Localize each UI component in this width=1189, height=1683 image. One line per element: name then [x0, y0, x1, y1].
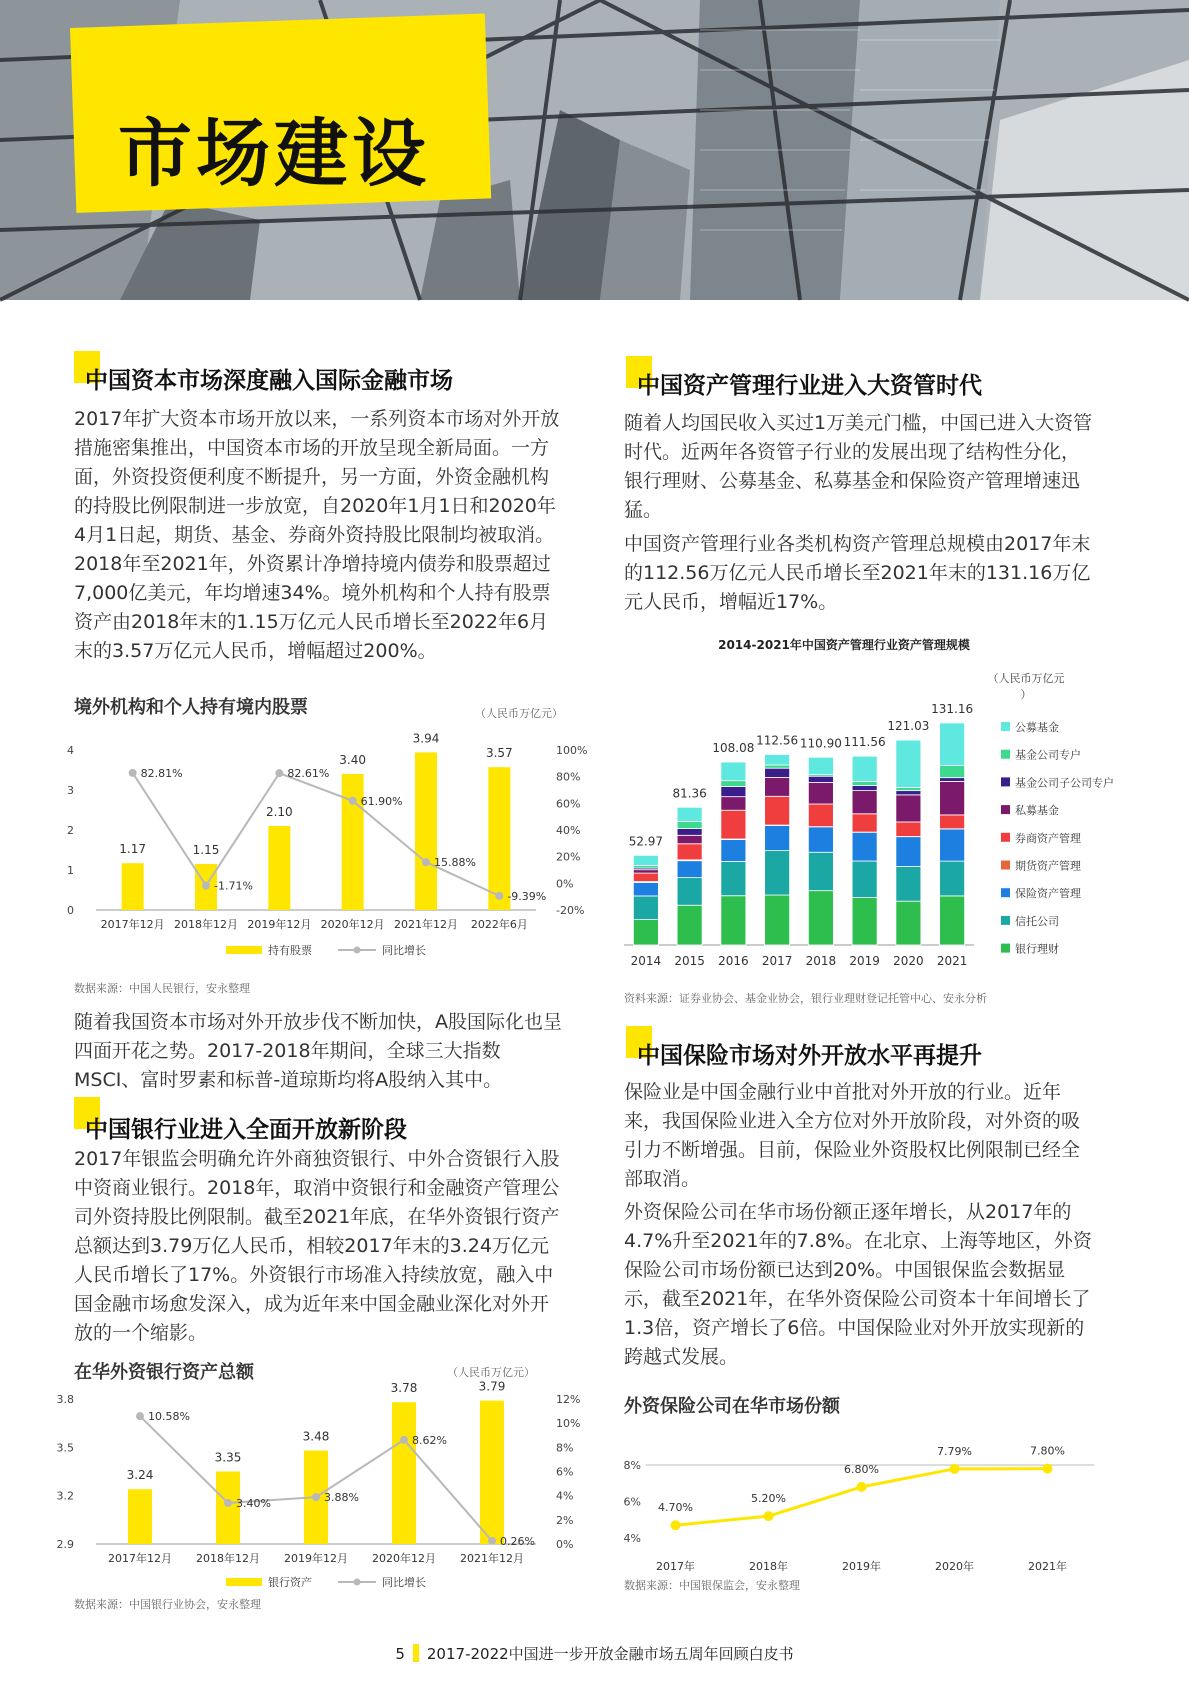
legend-swatch — [1001, 805, 1010, 814]
stack-segment — [765, 851, 790, 895]
stack-segment — [808, 782, 833, 803]
legend-label: 同比增长 — [382, 944, 426, 957]
stack-segment — [808, 804, 833, 827]
y-tick-label: 6% — [623, 1495, 641, 1509]
banks-chart-source: 数据来源：中国银行业协会，安永整理 — [74, 1598, 261, 1611]
x-tick-label: 2019年12月 — [247, 918, 312, 931]
stack-segment — [765, 768, 790, 777]
y-tick-label: 8% — [623, 1459, 641, 1472]
stack-segment — [721, 810, 746, 839]
stack-segment — [808, 776, 833, 782]
bar — [415, 752, 437, 910]
growth-point — [224, 1499, 232, 1507]
x-tick-label: 2021年12月 — [460, 1552, 524, 1565]
stack-segment — [852, 791, 877, 814]
stack-segment — [940, 896, 965, 945]
y-tick-label: 3 — [67, 784, 74, 797]
growth-label: 8.62% — [412, 1433, 447, 1447]
bar-value-label: 3.57 — [485, 746, 513, 761]
y2-tick-label: 40% — [556, 824, 581, 837]
growth-point — [312, 1493, 320, 1501]
insurance-chart-title: 外资保险公司在华市场份额 — [624, 1396, 840, 1417]
total-label: 52.97 — [628, 834, 664, 849]
capital-market-paragraph-2: 随着我国资本市场对外开放步伐不断加快，A股国际化也呈四面开花之势。2017-2018年期间，全球三大指数MSCI、富时罗素和标普-道琼斯均将A股纳入其中。 — [74, 1011, 562, 1091]
stack-segment — [896, 837, 921, 867]
legend-label: 持有股票 — [268, 944, 312, 957]
total-label: 112.56 — [756, 733, 799, 748]
section-heading-capital-market: 中国资本市场深度融入国际金融市场 — [85, 368, 453, 394]
legend-label: 基金公司专户 — [1015, 748, 1081, 762]
stack-segment — [721, 862, 746, 896]
y2-tick-label: 12% — [556, 1393, 581, 1406]
asset-management-paragraph-2: 中国资产管理行业各类机构资产管理总规模由2017年末的112.56万亿元人民币增长至2021年末的131.16万亿元人民币，增幅近17%。 — [624, 533, 1091, 613]
growth-label: 10.58% — [148, 1410, 190, 1424]
stack-segment — [896, 740, 921, 787]
stack-segment — [940, 766, 965, 778]
x-tick-label: 2018年 — [749, 1560, 788, 1573]
stack-segment — [940, 829, 965, 861]
stack-segment — [852, 898, 877, 945]
share-point — [950, 1464, 960, 1474]
banks-chart — [56, 1379, 586, 1595]
growth-point — [202, 882, 210, 890]
growth-label: 3.88% — [324, 1491, 359, 1505]
stack-segment — [896, 791, 921, 795]
y2-tick-label: 10% — [556, 1417, 581, 1431]
stack-segment — [677, 829, 702, 836]
stack-segment — [852, 832, 877, 861]
x-tick-label: 2020年 — [935, 1560, 974, 1573]
total-label: 108.08 — [712, 741, 755, 756]
legend-swatch — [1001, 916, 1010, 925]
legend-swatch — [1001, 777, 1010, 786]
stack-segment — [765, 825, 790, 850]
legend-label: 基金公司子公司专户 — [1015, 776, 1114, 790]
legend-swatch-bar — [226, 1578, 262, 1586]
legend-swatch-bar — [226, 946, 262, 954]
legend-label: 银行理财 — [1015, 942, 1059, 956]
asset-management-paragraph-1: 随着人均国民收入买过1万美元门槛，中国已进入大资管时代。近两年各资管子行业的发展出现了结构性分化，银行理财、公募基金、私募基金和保险资产管理增速迅猛。 — [624, 412, 1093, 521]
y2-tick-label: 0% — [556, 1538, 574, 1551]
stack-segment — [896, 901, 921, 945]
stocks-chart-unit: （人民币万亿元） — [475, 707, 563, 720]
x-tick-label: 2015 — [674, 954, 705, 968]
stack-segment — [896, 822, 921, 837]
x-tick-label: 2021 — [936, 954, 968, 968]
bar-value-label: 1.15 — [192, 843, 220, 857]
x-tick-label: 2017 — [761, 954, 793, 968]
stack-segment — [721, 797, 746, 811]
y-tick-label: 0 — [67, 904, 74, 917]
footer-page-number: 5 — [395, 1645, 405, 1663]
stack-segment — [765, 895, 790, 945]
growth-label: 15.88% — [434, 856, 476, 870]
stack-segment — [677, 821, 702, 828]
stack-segment — [940, 815, 965, 829]
bar — [128, 1489, 152, 1544]
stack-segment — [808, 852, 833, 890]
stack-segment — [633, 920, 658, 945]
legend-swatch — [1001, 722, 1010, 731]
x-tick-label: 2020年12月 — [320, 918, 385, 931]
bar-value-label: 3.35 — [214, 1450, 242, 1465]
legend-swatch — [1001, 888, 1010, 897]
y2-tick-label: 80% — [556, 770, 581, 784]
bar — [480, 1401, 504, 1544]
x-tick-label: 2020年12月 — [372, 1552, 436, 1565]
banks-chart-unit: （人民币万亿元） — [447, 1366, 535, 1379]
footer-divider — [413, 1644, 419, 1662]
legend-label: 银行资产 — [268, 1576, 312, 1589]
legend-label: 公募基金 — [1015, 721, 1059, 734]
chart-unit: （人民币万亿元 — [987, 672, 1065, 685]
growth-label: -9.39% — [507, 889, 547, 903]
growth-point — [275, 769, 283, 777]
section-heading-asset-management: 中国资产管理行业进入大资管时代 — [637, 373, 982, 399]
share-label: 5.20% — [751, 1492, 786, 1506]
stack-segment — [940, 723, 965, 766]
footer-title: 2017-2022中国进一步开放金融市场五周年回顾白皮书 — [426, 1645, 794, 1663]
y2-tick-label: 8% — [556, 1441, 574, 1455]
stocks-chart — [66, 728, 586, 960]
share-label: 4.70% — [658, 1501, 693, 1515]
growth-label: -1.71% — [214, 879, 253, 893]
bar-value-label: 3.94 — [412, 731, 440, 746]
stack-segment — [940, 778, 965, 782]
banking-paragraph: 2017年银监会明确允许外商独资银行、中外合资银行入股中资商业银行。2018年，取消中资银行和金融资产管理公司外资持股比例限制。截至2021年底，在华外资银行资产总额达到3.79万亿人民币，相较2017年末的3.24万亿元人民币增长了17%。外资银行市场准入持续放宽，融入中国金融市场愈发深入，成为近年来中国金融业深化对外开放的一个缩影。 — [74, 1148, 560, 1344]
y2-tick-label: 100% — [556, 744, 588, 757]
bar-value-label: 1.17 — [119, 842, 147, 857]
stack-segment — [852, 781, 877, 785]
total-label: 121.03 — [887, 719, 930, 734]
total-label: 111.56 — [843, 735, 886, 750]
legend-label: 同比增长 — [382, 1576, 426, 1589]
chart-unit-cont: ） — [1020, 688, 1032, 701]
share-point — [671, 1520, 681, 1530]
total-label: 131.16 — [931, 701, 974, 716]
legend-swatch — [1001, 833, 1010, 842]
x-tick-label: 2021年 — [1028, 1560, 1067, 1573]
x-tick-label: 2019年12月 — [284, 1552, 348, 1565]
stack-segment — [677, 835, 702, 843]
insurance-paragraph-2: 外资保险公司在华市场份额正逐年增长，从2017年的4.7%升至2021年的7.8%。在北京、上海等地区，外资保险公司市场份额已达到20%。中国银保监会数据显示，截至2021年，在华外资保险公司资本十年间增长了1.3倍，资产增长了6倍。中国保险业对外开放实现新的跨越式发展。 — [624, 1201, 1092, 1368]
page-footer — [0, 1643, 1189, 1664]
stack-segment — [721, 840, 746, 862]
x-tick-label: 2014 — [630, 954, 662, 968]
growth-point — [422, 858, 430, 866]
stack-segment — [677, 861, 702, 878]
stack-segment — [896, 866, 921, 901]
legend-swatch-point — [354, 947, 361, 954]
bar-value-label: 3.78 — [390, 1381, 418, 1396]
stack-segment — [677, 905, 702, 945]
banks-chart-title: 在华外资银行资产总额 — [74, 1362, 254, 1383]
stack-segment — [940, 861, 965, 896]
bar-value-label: 3.79 — [478, 1379, 506, 1394]
growth-label: 82.81% — [140, 766, 183, 780]
x-tick-label: 2019年 — [842, 1560, 881, 1573]
legend-label: 券商资产管理 — [1015, 831, 1081, 845]
growth-point — [349, 797, 357, 805]
stack-segment — [633, 873, 658, 881]
bar-value-label: 3.24 — [126, 1468, 154, 1483]
share-point — [764, 1511, 774, 1521]
bar — [392, 1402, 416, 1544]
x-tick-label: 2018 — [805, 954, 837, 968]
stack-segment — [677, 844, 702, 860]
stack-segment — [765, 777, 790, 796]
x-tick-label: 2018年12月 — [174, 918, 238, 931]
stack-segment — [765, 765, 790, 768]
bar-value-label: 3.48 — [302, 1429, 330, 1444]
stack-segment — [765, 796, 790, 825]
legend-label: 信托公司 — [1015, 914, 1059, 928]
share-line — [676, 1469, 1048, 1526]
legend-swatch — [1001, 861, 1010, 870]
legend-swatch — [1001, 750, 1010, 759]
stack-segment — [677, 807, 702, 821]
growth-point — [400, 1436, 408, 1444]
stack-segment — [940, 781, 965, 815]
total-label: 81.36 — [672, 786, 707, 801]
x-tick-label: 2017年 — [656, 1560, 695, 1573]
asset-chart-source: 资料来源：证券业协会、基金业协会，银行业理财登记托管中心、安永分析 — [624, 992, 987, 1005]
stocks-chart-title: 境外机构和个人持有境内股票 — [74, 697, 308, 718]
y-tick-label: 3.8 — [56, 1393, 74, 1406]
share-label: 7.79% — [937, 1444, 972, 1458]
section-heading-insurance: 中国保险市场对外开放水平再提升 — [637, 1043, 982, 1069]
growth-label: 82.61% — [287, 767, 330, 781]
growth-label: 3.40% — [236, 1496, 271, 1510]
bar — [122, 863, 144, 910]
y-tick-label: 4% — [623, 1532, 641, 1545]
share-point — [1043, 1464, 1053, 1474]
x-tick-label: 2017年12月 — [108, 1552, 172, 1565]
x-tick-label: 2018年12月 — [196, 1552, 260, 1565]
growth-label: 61.90% — [360, 794, 403, 808]
y-tick-label: 2.9 — [56, 1538, 74, 1551]
y2-tick-label: 6% — [556, 1465, 574, 1479]
x-tick-label: 2017年12月 — [100, 918, 165, 931]
legend-swatch-point — [354, 1579, 361, 1586]
stack-segment — [633, 855, 658, 865]
insurance-paragraph-1: 保险业是中国金融行业中首批对外开放的行业。近年来，我国保险业进入全方位对外开放阶段，对外资的吸引力不断增强。目前，保险业外资股权比例限制已经全部取消。 — [624, 1081, 1081, 1190]
stack-segment — [633, 882, 658, 896]
growth-point — [488, 1537, 496, 1545]
insurance-chart — [623, 1420, 1104, 1573]
stocks-chart-source: 数据来源：中国人民银行，安永整理 — [74, 982, 250, 995]
x-tick-label: 2020 — [893, 954, 924, 968]
y-tick-label: 4 — [67, 744, 74, 757]
section-heading-banking: 中国银行业进入全面开放新阶段 — [85, 1117, 407, 1143]
legend-label: 私募基金 — [1015, 804, 1059, 818]
share-label: 7.80% — [1030, 1444, 1065, 1458]
growth-point — [495, 892, 503, 900]
y-tick-label: 2 — [67, 824, 74, 837]
stack-segment — [808, 757, 833, 774]
stack-segment — [633, 870, 658, 873]
y2-tick-label: 20% — [556, 850, 581, 864]
insurance-chart-source: 数据来源：中国银保监会，安永整理 — [624, 1579, 800, 1592]
y2-tick-label: 60% — [556, 797, 581, 811]
y2-tick-label: -20% — [556, 904, 585, 917]
bar-value-label: 3.40 — [339, 753, 367, 767]
growth-point — [136, 1412, 144, 1420]
stack-segment — [721, 781, 746, 787]
share-label: 6.80% — [844, 1462, 879, 1476]
stack-segment — [721, 896, 746, 945]
y2-tick-label: 0% — [556, 877, 574, 891]
stack-segment — [852, 861, 877, 898]
bar-value-label: 2.10 — [265, 805, 293, 819]
stack-segment — [852, 756, 877, 781]
stack-segment — [765, 754, 790, 764]
x-tick-label: 2021年12月 — [394, 918, 458, 931]
stack-segment — [896, 788, 921, 791]
page-title: 市场建设 — [118, 111, 430, 197]
y-tick-label: 1 — [67, 864, 74, 877]
y-tick-label: 3.5 — [56, 1441, 74, 1455]
legend-label: 期货资产管理 — [1015, 859, 1081, 873]
stack-segment — [896, 795, 921, 822]
asset-management-chart — [624, 668, 1124, 978]
total-label: 110.90 — [799, 736, 842, 751]
stack-segment — [852, 786, 877, 791]
y2-tick-label: 2% — [556, 1513, 574, 1527]
x-tick-label: 2019 — [849, 954, 880, 968]
stack-segment — [721, 762, 746, 781]
stack-segment — [633, 896, 658, 920]
stack-segment — [808, 891, 833, 945]
x-tick-label: 2022年6月 — [470, 918, 528, 931]
legend-label: 保险资产管理 — [1015, 887, 1081, 901]
stack-segment — [721, 787, 746, 797]
y2-tick-label: 4% — [556, 1489, 574, 1503]
legend-swatch — [1001, 944, 1010, 953]
y-tick-label: 3.2 — [56, 1489, 74, 1503]
bar — [488, 767, 510, 910]
stack-segment — [808, 827, 833, 852]
x-tick-label: 2016 — [718, 954, 749, 968]
asset-chart-title: 2014-2021年中国资产管理行业资产管理规模 — [718, 638, 970, 652]
stack-segment — [852, 814, 877, 832]
bar — [268, 826, 290, 910]
growth-point — [129, 769, 137, 777]
growth-label: 0.26% — [500, 1534, 535, 1548]
capital-market-paragraph-1: 2017年扩大资本市场开放以来，一系列资本市场对外开放措施密集推出，中国资本市场的开放呈现全新局面。一方面，外资投资便利度不断提升，另一方面，外资金融机构的持股比例限制进一步放宽，自2020年1月1日和2020年4月1日起，期货、基金、券商外资持股比限制均被取消。2018年至2021年，外资累计净增持境内债券和股票超过7,000亿美元，年均增速34%。境外机构和个人持有股票资产由2018年末的1.15万亿元人民币增长至2022年6月末的3.57万亿元人民币，增幅超过200%。 — [74, 408, 560, 662]
share-point — [857, 1482, 867, 1492]
stack-segment — [677, 878, 702, 906]
growth-line — [133, 773, 500, 896]
